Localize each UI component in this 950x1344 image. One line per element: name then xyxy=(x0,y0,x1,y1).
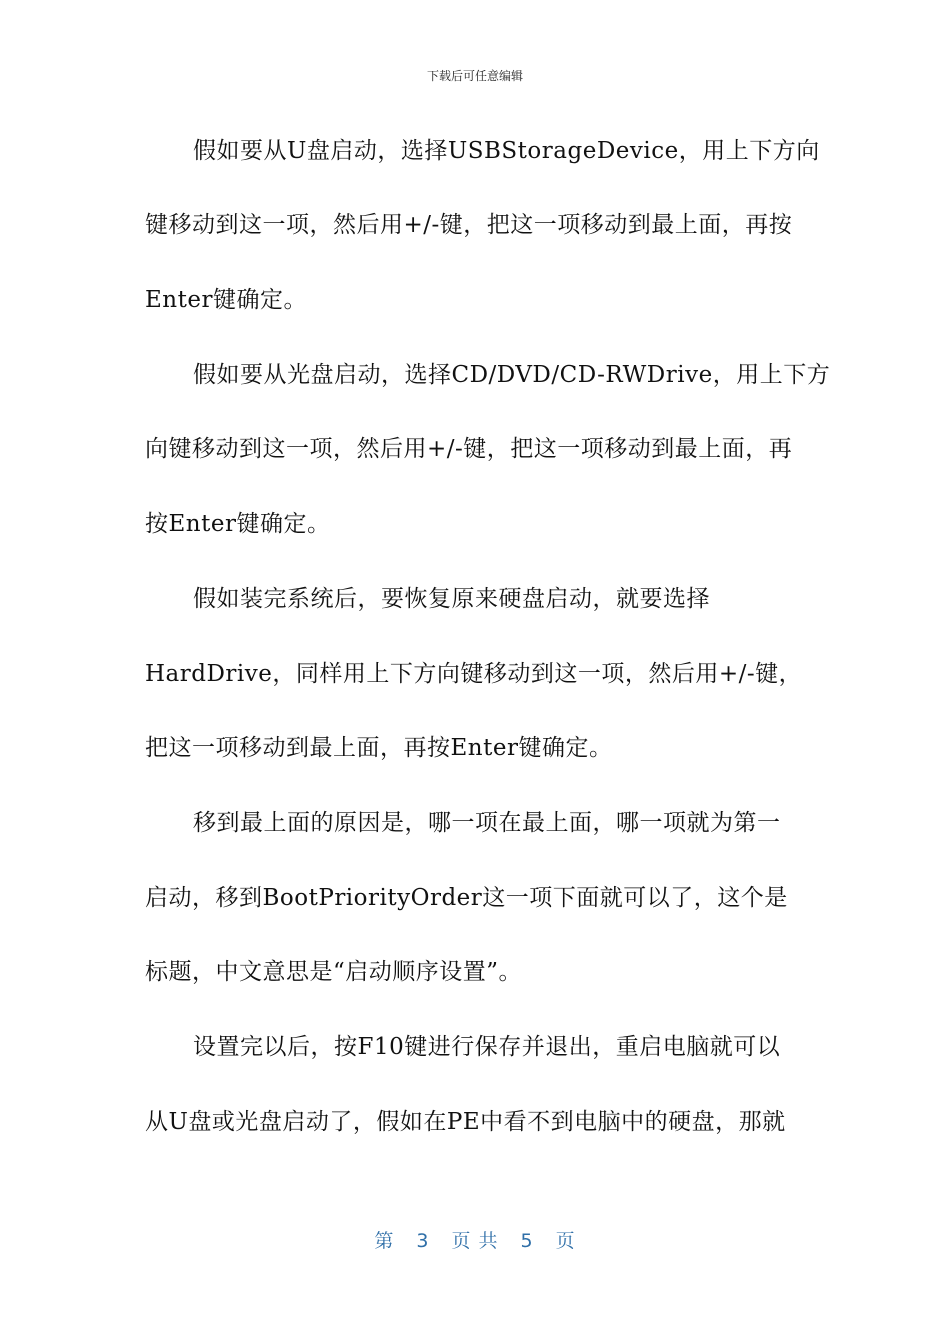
paragraph-4-line-1: 移到最上面的原因是，哪一项在最上面，哪一项就为第一 xyxy=(193,810,781,836)
paragraph-1-line-2: 键移动到这一项，然后用+/-键，把这一项移动到最上面，再按 xyxy=(145,212,793,238)
paragraph-5-line-1: 设置完以后，按F10键进行保存并退出，重启电脑就可以 xyxy=(193,1034,781,1060)
paragraph-3-line-3: 把这一项移动到最上面，再按Enter键确定。 xyxy=(145,735,613,761)
page-header: 下载后可任意编辑 xyxy=(426,69,523,83)
paragraph-1-line-1: 假如要从U盘启动，选择USBStorageDevice，用上下方向 xyxy=(193,138,820,164)
paragraph-2-line-1: 假如要从光盘启动，选择CD/DVD/CD-RWDrive，用上下方 xyxy=(193,362,831,388)
paragraph-3-line-2: HardDrive，同样用上下方向键移动到这一项，然后用+/-键， xyxy=(145,661,803,687)
footer-suffix: 页 xyxy=(555,1230,576,1252)
footer-current-page: 3 xyxy=(416,1230,430,1252)
paragraph-2-line-3: 按Enter键确定。 xyxy=(145,511,331,537)
paragraph-4-line-3: 标题，中文意思是“启动顺序设置”。 xyxy=(145,959,523,985)
paragraph-5-line-2: 从U盘或光盘启动了，假如在PE中看不到电脑中的硬盘，那就 xyxy=(145,1109,786,1135)
footer-middle: 页 共 xyxy=(451,1230,499,1252)
page-footer xyxy=(0,1226,950,1253)
paragraph-4-line-2: 启动，移到BootPriorityOrder这一项下面就可以了，这个是 xyxy=(145,885,788,911)
paragraph-3-line-1: 假如装完系统后，要恢复原来硬盘启动，就要选择 xyxy=(193,586,710,612)
footer-prefix: 第 xyxy=(374,1230,395,1252)
footer-total-pages: 5 xyxy=(520,1230,534,1252)
paragraph-2-line-2: 向键移动到这一项，然后用+/-键，把这一项移动到最上面，再 xyxy=(145,436,793,462)
paragraph-1-line-3: Enter键确定。 xyxy=(145,287,307,313)
